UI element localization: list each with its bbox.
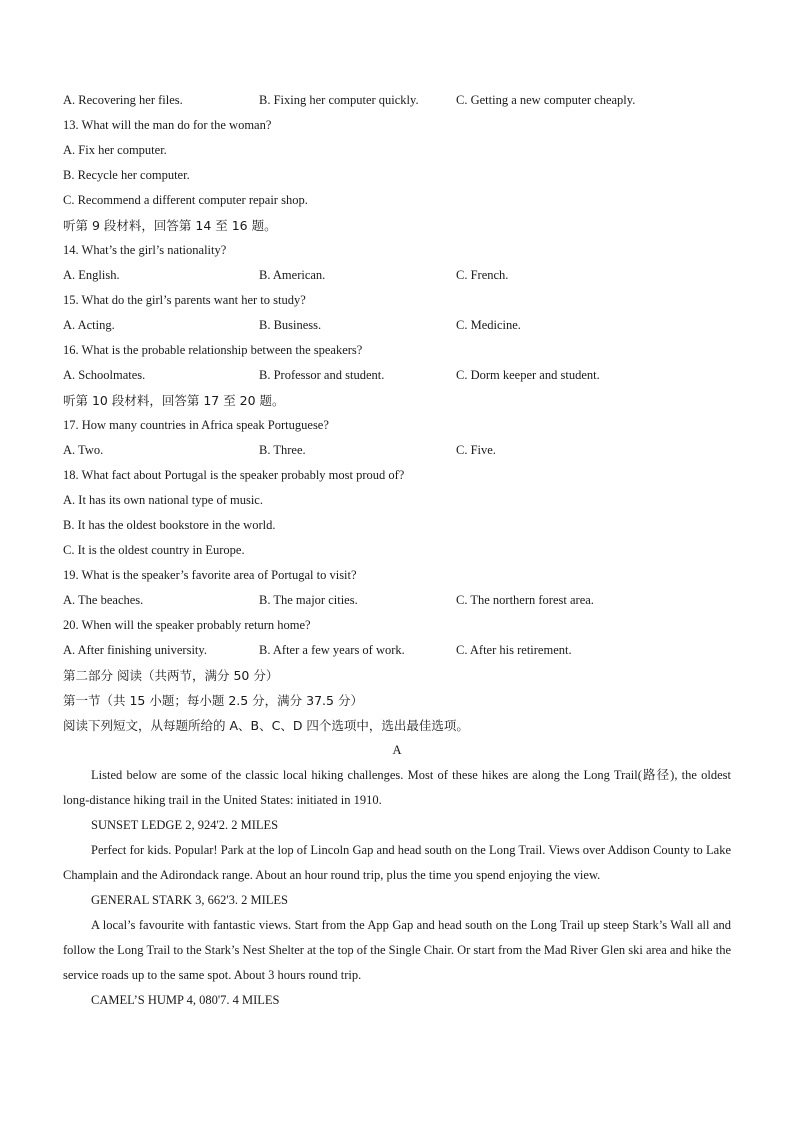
q20-option-b: B. After a few years of work.: [259, 643, 405, 657]
q19-option-c: C. The northern forest area.: [456, 593, 594, 607]
q13-question: 13. What will the man do for the woman?: [63, 118, 272, 132]
q16-options: [63, 363, 731, 388]
hike-title: GENERAL STARK 3, 662'3. 2 MILES: [91, 893, 288, 907]
q14-option-a: A. English.: [63, 268, 120, 282]
q16-option-b: B. Professor and student.: [259, 368, 385, 382]
q12-option-a: A. Recovering her files.: [63, 93, 183, 107]
q18-option-b: B. It has the oldest bookstore in the world.: [63, 518, 276, 532]
q18-question: 18. What fact about Portugal is the speaker probably most proud of?: [63, 468, 405, 482]
q16-option-c: C. Dorm keeper and student.: [456, 368, 600, 382]
q20-question: 20. When will the speaker probably return home?: [63, 618, 311, 632]
q17-option-b: B. Three.: [259, 443, 306, 457]
q15-question: 15. What do the girl’s parents want her to study?: [63, 293, 306, 307]
q14-options: [63, 263, 731, 288]
hike-title: SUNSET LEDGE 2, 924'2. 2 MILES: [91, 818, 279, 832]
q19-option-a: A. The beaches.: [63, 593, 144, 607]
part-2-heading: 第二部分 阅读（共两节，满分 50 分）: [63, 668, 279, 683]
q12-options: [63, 88, 731, 113]
q13-option-b: B. Recycle her computer.: [63, 168, 190, 182]
q15-options: [63, 313, 731, 338]
q18-option-a: A. It has its own national type of music.: [63, 493, 263, 507]
q15-option-b: B. Business.: [259, 318, 322, 332]
q16-option-a: A. Schoolmates.: [63, 368, 146, 382]
section-10-instruction: 听第 10 段材料，回答第 17 至 20 题。: [63, 393, 285, 408]
passage-intro: Listed below are some of the classic local hiking challenges. Most of these hikes are along the Long Trail(路径), the oldest long-distance hiking trail in the United States: initiated in 1910.: [63, 768, 731, 807]
q20-option-a: A. After finishing university.: [63, 643, 207, 657]
q15-option-c: C. Medicine.: [456, 318, 521, 332]
q17-question: 17. How many countries in Africa speak Portuguese?: [63, 418, 329, 432]
section-1-heading: 第一节（共 15 小题；每小题 2.5 分，满分 37.5 分）: [63, 693, 363, 708]
q12-option-b: B. Fixing her computer quickly.: [259, 93, 419, 107]
q20-options: [63, 638, 731, 663]
section-9-instruction: 听第 9 段材料，回答第 14 至 16 题。: [63, 218, 277, 233]
q19-option-b: B. The major cities.: [259, 593, 358, 607]
q14-option-b: B. American.: [259, 268, 326, 282]
q19-question: 19. What is the speaker’s favorite area of Portugal to visit?: [63, 568, 357, 582]
reading-instruction: 阅读下列短文，从每题所给的 A、B、C、D 四个选项中，选出最佳选项。: [63, 718, 469, 733]
q12-option-c: C. Getting a new computer cheaply.: [456, 93, 636, 107]
hike-title: CAMEL’S HUMP 4, 080'7. 4 MILES: [91, 993, 280, 1007]
hike-description: A local’s favourite with fantastic views. Start from the App Gap and head south on the Long Trail up steep Stark’s Wall all and follow the Long Trail to the Stark’s Nest Shelter at the top of the Single Chair. Or start from the Mad River Glen ski area and hike the service roads up to the same spot. About 3 hours round trip.: [63, 918, 731, 982]
q14-question: 14. What’s the girl’s nationality?: [63, 243, 227, 257]
q13-option-c: C. Recommend a different computer repair shop.: [63, 193, 308, 207]
q15-option-a: A. Acting.: [63, 318, 115, 332]
q20-option-c: C. After his retirement.: [456, 643, 572, 657]
passage-label: A: [392, 743, 402, 757]
exam-page: [63, 88, 731, 1013]
q13-option-a: A. Fix her computer.: [63, 143, 167, 157]
q19-options: [63, 588, 731, 613]
q14-option-c: C. French.: [456, 268, 509, 282]
q17-options: [63, 438, 731, 463]
q17-option-a: A. Two.: [63, 443, 104, 457]
hike-description: Perfect for kids. Popular! Park at the lop of Lincoln Gap and head south on the Long Trail. Views over Addison County to Lake Champlain and the Adirondack range. About an hour round trip, plus the time you spend enjoying the view.: [63, 843, 731, 882]
q17-option-c: C. Five.: [456, 443, 496, 457]
q18-option-c: C. It is the oldest country in Europe.: [63, 543, 245, 557]
q16-question: 16. What is the probable relationship between the speakers?: [63, 343, 363, 357]
